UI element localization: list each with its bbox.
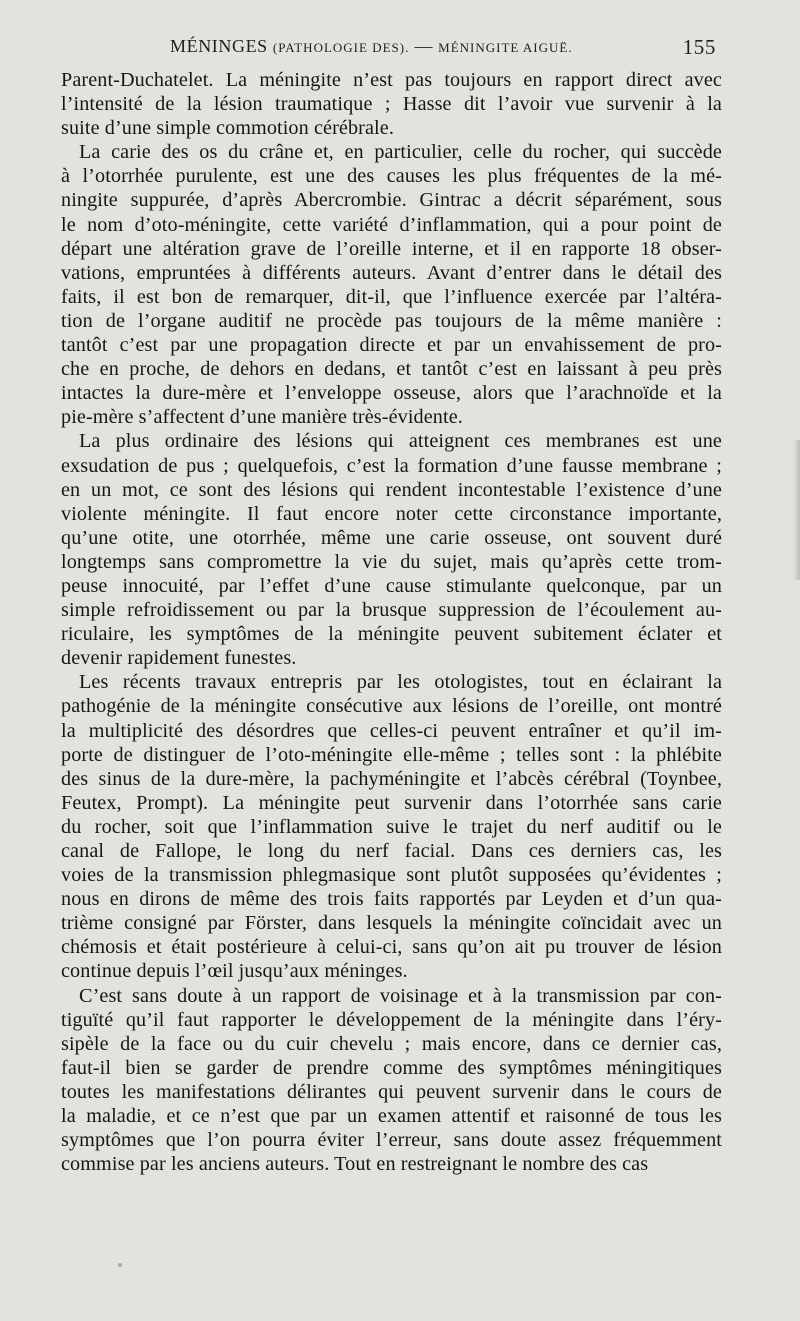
scan-speck — [118, 1263, 122, 1267]
text-line: porte de distinguer de l’oto-méningite elle-même ; telles sont : la phlébite — [61, 743, 722, 766]
text-line: symptômes que l’on pourra éviter l’erreur, sans doute assez fréquemment — [61, 1129, 722, 1152]
text-line: ningite suppurée, d’après Abercrombie. Gintrac a décrit séparément, sous — [61, 189, 722, 212]
text-line: faut-il bien se garder de prendre comme des symptômes méningitiques — [61, 1056, 722, 1079]
text-line: nous en dirons de même des trois faits rapportés par Leyden et d’un qua- — [61, 888, 722, 911]
text-line: la multiplicité des désordres que celles-ci peuvent entraîner et qu’il im- — [61, 719, 722, 742]
text-line: violente méningite. Il faut encore noter cette circonstance importante, — [61, 502, 722, 525]
text-line: La plus ordinaire des lésions qui atteignent ces membranes est une — [79, 430, 722, 453]
running-title — [170, 36, 573, 57]
text-line: chémosis et était postérieure à celui-ci, sans qu’on ait pu trouver de lésion — [61, 936, 722, 959]
text-line: tantôt c’est par une propagation directe et par un envahissement de pro- — [61, 334, 722, 357]
text-line: vations, empruntées à différents auteurs. Avant d’entrer dans le détail des — [61, 261, 722, 284]
text-line: Parent-Duchatelet. La méningite n’est pas toujours en rapport direct avec — [61, 69, 722, 91]
text-line: le nom d’oto-méningite, cette variété d’inflammation, qui a pour point de — [61, 213, 722, 236]
text-line: en un mot, ce sont des lésions qui rendent incontestable l’existence d’une — [61, 478, 722, 501]
running-title-secondary: MÉNINGITE AIGUË. — [438, 40, 573, 55]
paragraph — [61, 984, 722, 1177]
paragraph — [61, 429, 722, 670]
text-line: tion de l’organe auditif ne procède pas toujours de la même manière : — [61, 309, 722, 332]
text-line: devenir rapidement funestes. — [61, 647, 297, 670]
text-line: à l’otorrhée purulente, est une des causes les plus fréquentes de la mé- — [61, 165, 722, 188]
text-line: simple refroidissement ou par la brusque suppression de l’écoulement au- — [61, 599, 722, 622]
text-line: riculaire, les symptômes de la méningite peuvent subitement éclater et — [61, 623, 722, 646]
page-number: 155 — [682, 35, 716, 59]
text-line: longtemps sans compromettre la vie du sujet, mais qu’après cette trom- — [61, 550, 722, 573]
text-line: des sinus de la dure-mère, la pachyméningite et l’abcès cérébral (Toynbee, — [61, 767, 722, 790]
text-line: la maladie, et ce n’est que par un examen attentif et raisonné de tous les — [61, 1105, 722, 1128]
text-line: du rocher, soit que l’inflammation suive le trajet du nerf auditif ou le — [61, 815, 722, 838]
scan-edge-shadow — [793, 440, 800, 580]
text-line: commise par les anciens auteurs. Tout en restreignant le nombre des cas — [61, 1153, 649, 1176]
text-line: La carie des os du crâne et, en particulier, celle du rocher, qui succède — [79, 141, 722, 164]
text-line: Les récents travaux entrepris par les otologistes, tout en éclairant la — [79, 671, 722, 694]
text-line: exsudation de pus ; quelquefois, c’est la formation d’une fausse membrane ; — [61, 454, 722, 477]
paragraph — [61, 140, 722, 429]
text-line: Feutex, Prompt). La méningite peut survenir dans l’otorrhée sans carie — [61, 791, 722, 814]
text-line: l’intensité de la lésion traumatique ; Hasse dit l’avoir vue survenir à la — [61, 93, 722, 116]
text-line: voies de la transmission phlegmasique sont plutôt supposées qu’évidentes ; — [61, 864, 722, 887]
text-line: tiguïté qu’il faut rapporter le développement de la méningite dans l’éry- — [61, 1008, 722, 1031]
text-line: canal de Fallope, le long du nerf facial. Dans ces derniers cas, les — [61, 840, 722, 862]
text-line: C’est sans doute à un rapport de voisinage et à la transmission par con- — [79, 984, 722, 1007]
running-title-parenthetical: (PATHOLOGIE DES). — [272, 40, 410, 55]
text-line: trième consigné par Förster, dans lesquels la méningite coïncidait avec un — [61, 912, 722, 935]
paragraph — [61, 68, 722, 140]
text-line: intactes la dure-mère et l’enveloppe osseuse, alors que l’arachnoïde et la — [61, 382, 722, 405]
text-line: faits, il est bon de remarquer, dit-il, que l’influence exercée par l’altéra- — [61, 285, 722, 308]
running-title-main: MÉNINGES — [170, 36, 268, 56]
text-line: suite d’une simple commotion cérébrale. — [61, 117, 394, 140]
text-line: continue depuis l’œil jusqu’aux méninges. — [61, 960, 408, 983]
text-line: qu’une otite, une otorrhée, même une carie osseuse, ont souvent duré — [61, 526, 722, 549]
body-text — [61, 68, 722, 1248]
running-title-dash: — — [414, 36, 434, 56]
text-line: che en proche, de dehors en dedans, et tantôt c’est en laissant à peu près — [61, 358, 722, 381]
text-line: pathogénie de la méningite consécutive aux lésions de l’oreille, ont montré — [61, 695, 722, 718]
running-header — [64, 34, 716, 58]
text-line: départ une altération grave de l’oreille interne, et il en rapporte 18 obser- — [61, 237, 722, 260]
text-line: sipèle de la face ou du cuir chevelu ; mais encore, dans ce dernier cas, — [61, 1032, 722, 1055]
paragraph — [61, 670, 722, 983]
text-line: peuse innocuité, par l’effet d’une cause stimulante quelconque, par un — [61, 574, 722, 597]
text-line: toutes les manifestations délirantes qui peuvent survenir dans le cours de — [61, 1080, 722, 1103]
text-line: pie-mère s’affectent d’une manière très-évidente. — [61, 406, 463, 429]
